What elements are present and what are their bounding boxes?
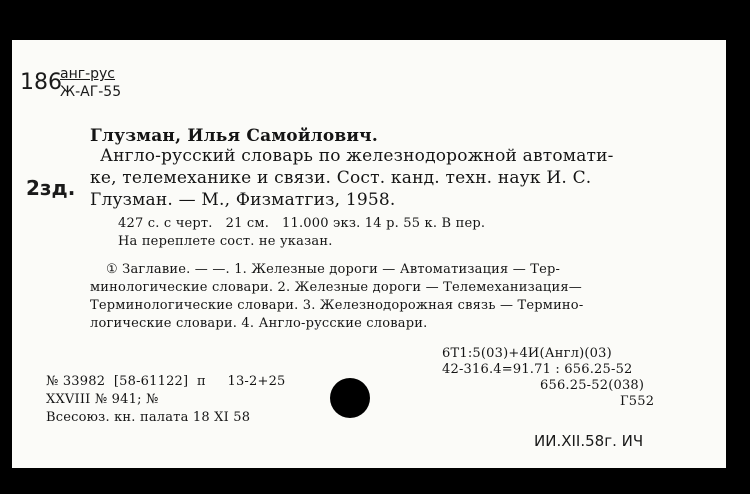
- physical-description: 427 с. с черт. 21 см. 11.000 экз. 14 р. 55 к. В пер.: [118, 216, 486, 231]
- binding-note: На переплете сост. не указан.: [118, 234, 333, 249]
- registry-line-3: Всесоюз. кн. палата 18 XI 58: [46, 410, 251, 425]
- subjects-line-4: логические словари. 4. Англо-русские словари.: [90, 316, 428, 331]
- registry-line-1: № 33982 [58-61122] п 13-2+25: [46, 374, 286, 389]
- subjects-line-2: минологические словари. 2. Железные дороги — Телемеханизация—: [90, 280, 582, 295]
- classification-line-1: 6Т1:5(03)+4И(Англ)(03): [442, 346, 612, 361]
- classification-line-4: Г552: [620, 394, 655, 409]
- handwritten-code-bottom: Ж-АГ-55: [60, 84, 122, 100]
- registry-line-2: XXVIII № 941; №: [46, 392, 159, 407]
- author-heading: Глузман, Илья Самойлович.: [90, 126, 378, 146]
- classification-line-3: 656.25-52(038): [540, 378, 645, 393]
- title-line-3: Глузман. — М., Физматгиз, 1958.: [90, 190, 396, 210]
- punch-hole: [330, 378, 370, 418]
- handwritten-margin-note: 2зд.: [26, 176, 76, 200]
- subjects-line-3: Терминологические словари. 3. Железнодорожная связь — Термино-: [90, 298, 584, 313]
- classification-line-2: 42-316.4=91.71 : 656.25-52: [442, 362, 633, 377]
- title-line-1: Англо-русский словарь по железнодорожной автомати-: [100, 146, 614, 166]
- subjects-line-1: ① Заглавие. — —. 1. Железные дороги — Автоматизация — Тер-: [106, 262, 561, 277]
- title-line-2: ке, телемеханике и связи. Сост. канд. техн. наук И. С.: [90, 168, 592, 188]
- handwritten-code-number: 186: [20, 70, 62, 95]
- handwritten-code-top: анг-рус: [60, 66, 116, 82]
- handwritten-bottom-note: ИИ.XII.58г. ИЧ: [534, 432, 644, 450]
